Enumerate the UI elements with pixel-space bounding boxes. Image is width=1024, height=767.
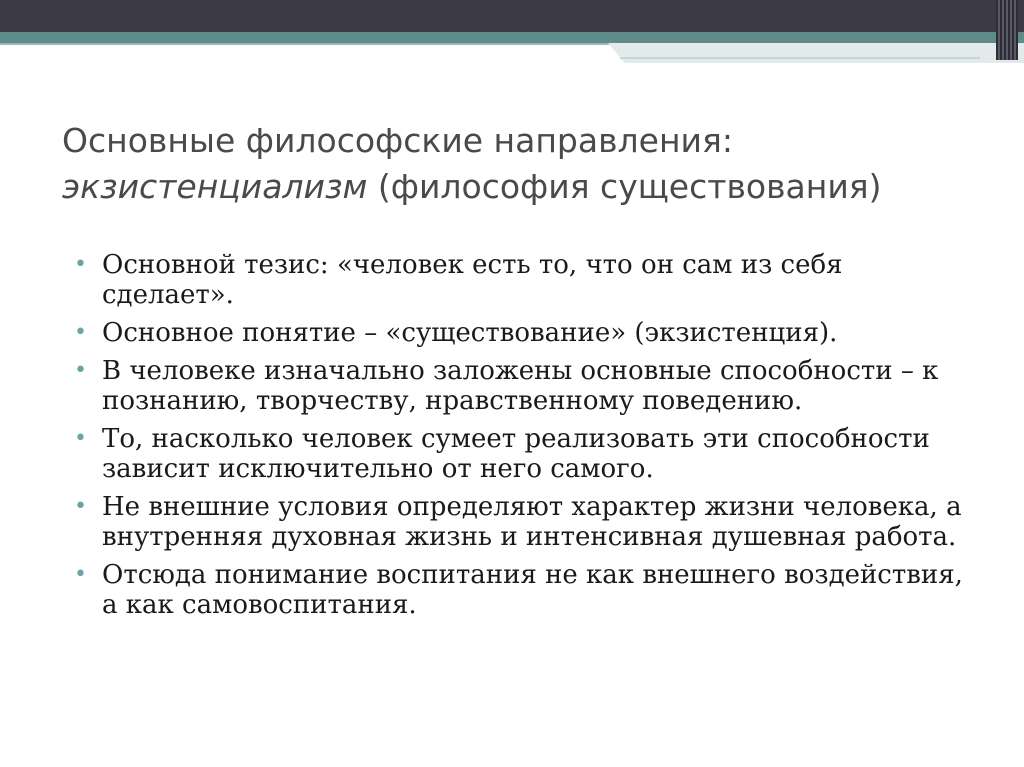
bullet-item	[70, 250, 970, 310]
title-line1: Основные философские направления:	[62, 121, 733, 160]
bullet-item	[70, 492, 970, 552]
bullet-item	[70, 560, 970, 620]
bullet-dot-icon: •	[74, 426, 87, 451]
bullet-text: Основное понятие – «существование» (экзистенция).	[102, 318, 838, 348]
bullet-dot-icon: •	[74, 358, 87, 383]
bullet-text: Отсюда понимание воспитания не как внешнего воздействия, а как самовоспитания.	[102, 560, 963, 620]
bullet-text: То, насколько человек сумеет реализовать эти способности зависит исключительно от него самого.	[102, 424, 930, 484]
bullet-text: В человеке изначально заложены основные способности – к познанию, творчеству, нравственному поведению.	[102, 356, 939, 416]
bullet-text: Не внешние условия определяют характер жизни человека, а внутренняя духовная жизнь и интенсивная душевная работа.	[102, 492, 962, 552]
bullet-item	[70, 424, 970, 484]
header-band-teal	[0, 32, 1024, 43]
bullet-dot-icon: •	[74, 320, 87, 345]
bullet-dot-icon: •	[74, 252, 87, 277]
bullet-item	[70, 356, 970, 416]
header-edge-stripes	[996, 0, 1018, 60]
title-rest: (философия существования)	[367, 167, 882, 206]
header-band-dark	[0, 0, 1024, 32]
bullet-text: Основной тезис: «человек есть то, что он сам из себя сделает».	[102, 250, 843, 310]
title-emphasis: экзистенциализм	[62, 167, 368, 206]
bullet-item	[70, 318, 970, 348]
header-tab-line	[620, 57, 980, 59]
bullet-list	[70, 250, 970, 628]
bullet-dot-icon: •	[74, 494, 87, 519]
header-tab-accent	[608, 43, 1024, 63]
slide-title	[62, 118, 942, 210]
bullet-dot-icon: •	[74, 562, 87, 587]
